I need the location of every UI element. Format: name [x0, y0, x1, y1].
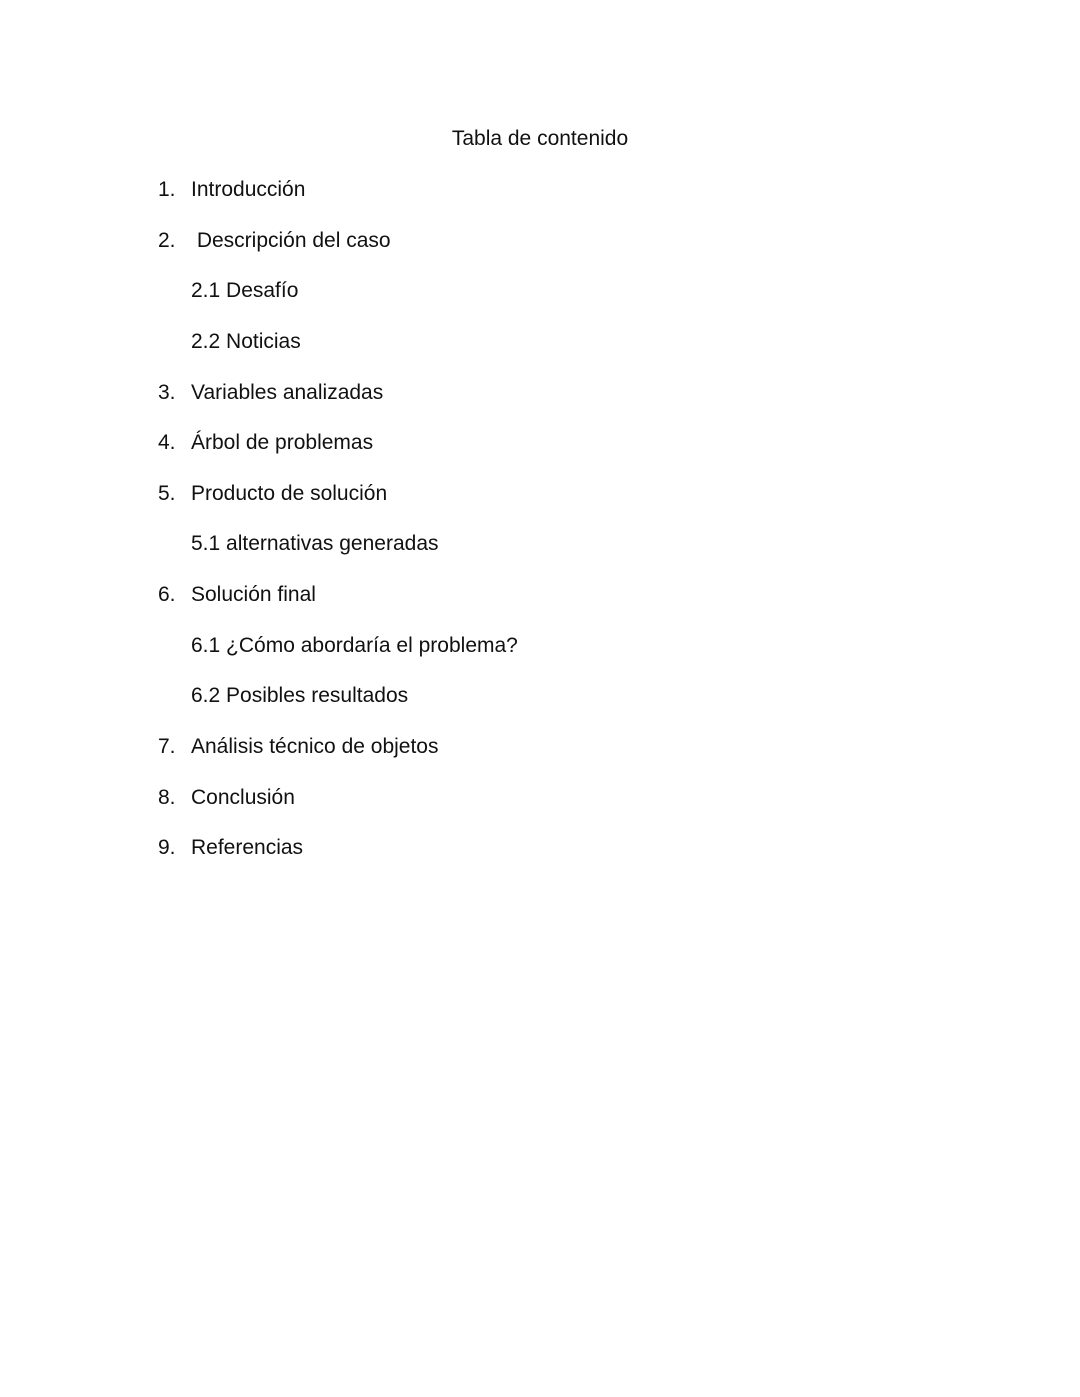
- toc-entry-text: Variables analizadas: [191, 380, 384, 404]
- toc-entry-text: Solución final: [191, 583, 316, 607]
- toc-subentry: [0, 327, 1080, 378]
- toc-entry: [0, 175, 1080, 226]
- table-of-contents: [0, 175, 1080, 884]
- toc-subentry-text: 6.1 ¿Cómo abordaría el problema?: [191, 633, 518, 657]
- toc-entry-number: 5.: [158, 481, 176, 505]
- toc-entry: [0, 479, 1080, 530]
- toc-entry-number: 8.: [158, 785, 176, 809]
- page-title: Tabla de contenido: [451, 127, 629, 150]
- toc-entry-number: 2.: [158, 228, 176, 252]
- toc-entry: [0, 580, 1080, 631]
- toc-entry-text: Introducción: [191, 178, 306, 201]
- toc-entry: [0, 732, 1080, 783]
- toc-subentry: [0, 529, 1080, 580]
- toc-entry-text: Descripción del caso: [191, 228, 391, 252]
- toc-subentry-text: 2.1 Desafío: [191, 279, 299, 303]
- toc-entry-text: Árbol de problemas: [191, 431, 374, 455]
- toc-subentry: [0, 276, 1080, 327]
- toc-subentry: [0, 681, 1080, 732]
- toc-entry-text: Producto de solución: [191, 481, 388, 505]
- toc-entry-number: 1.: [158, 178, 176, 201]
- toc-entry-number: 9.: [158, 836, 176, 860]
- toc-subentry-text: 2.2 Noticias: [191, 329, 301, 353]
- toc-entry-text: Referencias: [191, 836, 304, 860]
- toc-entry-text: Análisis técnico de objetos: [191, 735, 439, 759]
- toc-entry-number: 3.: [158, 380, 176, 404]
- toc-entry-number: 4.: [158, 431, 176, 455]
- toc-subentry: [0, 631, 1080, 682]
- toc-entry: [0, 783, 1080, 834]
- toc-entry-text: Conclusión: [191, 785, 295, 809]
- toc-entry: [0, 378, 1080, 429]
- toc-subentry-text: 5.1 alternativas generadas: [191, 532, 439, 556]
- toc-entry: [0, 226, 1080, 277]
- toc-entry: [0, 833, 1080, 884]
- toc-entry-number: 7.: [158, 735, 176, 759]
- toc-entry: [0, 428, 1080, 479]
- toc-entry-number: 6.: [158, 583, 176, 607]
- toc-subentry-text: 6.2 Posibles resultados: [191, 684, 409, 708]
